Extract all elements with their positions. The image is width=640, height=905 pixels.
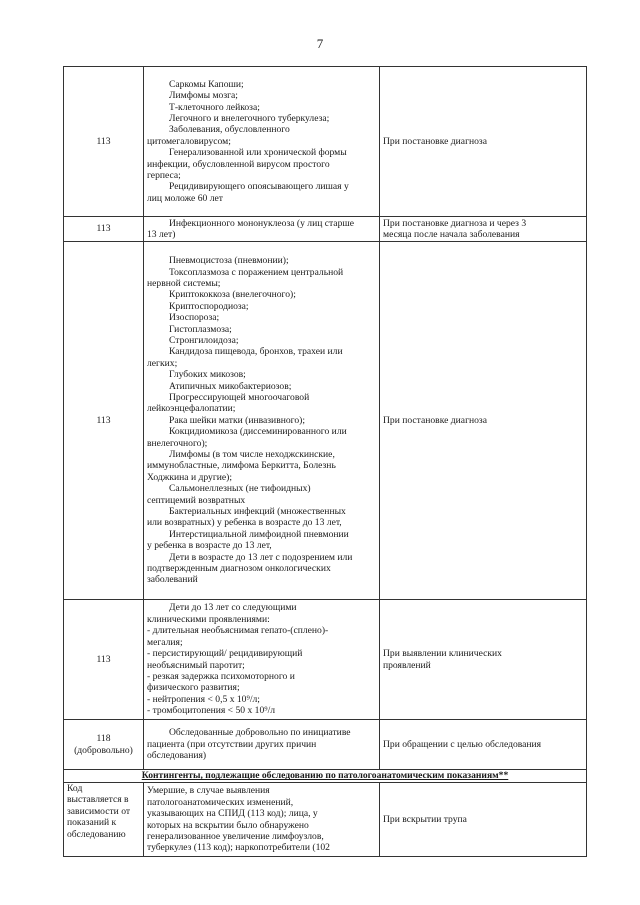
code-line: 118 (96, 733, 111, 745)
text-line: Пневмоцистоза (пневмонии); (169, 255, 289, 267)
text-line: лиц моложе 60 лет (147, 192, 223, 204)
table-row (64, 67, 587, 217)
table-row (64, 783, 587, 857)
timing-cell (380, 600, 587, 720)
text-line: Легочного и внелегочного туберкулеза; (169, 112, 330, 124)
text-line: Криптоспородиоза; (169, 300, 249, 312)
text-line: внелегочного); (147, 437, 208, 449)
text-line: Рецидивирующего опоясывающего лишая у (169, 181, 349, 193)
text-line: Интерстициальной лимфоидной пневмонии (169, 528, 349, 540)
code-line: Код (67, 783, 83, 794)
code-line: выставляется в (67, 794, 129, 806)
table-row (64, 242, 587, 600)
section-header-row (64, 770, 587, 783)
code-cell: 113 (64, 67, 144, 217)
contingent-cell (144, 67, 380, 217)
timing-line: При выявлении клинических (383, 648, 502, 660)
text-line: Заболевания, обусловленного (169, 124, 290, 136)
timing-line: При обращении с целью обследования (383, 738, 542, 750)
timing-line: месяца после начала заболевания (383, 229, 520, 240)
text-line: Кандидоза пищевода, бронхов, трахеи или (169, 346, 343, 358)
text-line: Криптококкоза (внелегочного); (169, 289, 296, 301)
text-line: Дети в возрасте до 13 лет с подозрением или (169, 551, 353, 563)
text-line: Кокцидиомикоза (диссеминированного или (169, 426, 347, 438)
timing-line: При постановке диагноза (383, 414, 487, 426)
contingent-cell (144, 242, 380, 600)
timing-cell (380, 67, 587, 217)
timing-cell (380, 242, 587, 600)
text-line: пациента (при отсутствии других причин (147, 738, 317, 750)
table-row (64, 600, 587, 720)
text-line: Инфекционного мононуклеоза (у лиц старше (169, 217, 355, 229)
timing-cell (380, 217, 587, 242)
text-line: которых на вскрытии было обнаружено (147, 819, 309, 831)
text-line: необъяснимый паротит; (147, 659, 245, 671)
page-number: 7 (316, 36, 324, 51)
text-line: Токсоплазмоза с поражением центральной (169, 266, 344, 278)
code-line: (добровольно) (74, 744, 133, 756)
timing-line: При постановке диагноза (383, 135, 487, 147)
text-line: Прогрессирующей многоочаговой (169, 391, 310, 403)
text-line: Генерализованной или хронической формы (169, 147, 347, 159)
code-cell (64, 783, 144, 857)
text-line: нервной системы; (147, 277, 221, 289)
text-line: физического развития; (147, 682, 240, 694)
text-line: патологоанатомических изменений, (147, 796, 294, 808)
text-line: цитомегаловирусом; (147, 135, 231, 147)
text-line: указывающих на СПИД (113 код); лица, у (147, 808, 318, 820)
text-line: подтвержденным диагнозом онкологических (147, 563, 331, 575)
timing-line: При вскрытии трупа (383, 813, 467, 825)
text-line: Стронгилоидоза; (169, 334, 239, 346)
timing-line: проявлений (383, 659, 431, 671)
text-line: - тромбоцитопения < 50 х 10⁹/л (147, 705, 276, 717)
text-line: Ходжкина и другие); (147, 471, 233, 483)
text-line: Умершие, в случае выявления (147, 785, 270, 797)
text-line: Глубоких микозов; (169, 369, 246, 381)
text-line: - персистирующий/ рецидивирующий (147, 648, 303, 660)
text-line: или возвратных) у ребенка в возрасте до 13 лет, (147, 517, 342, 529)
text-line: генерализованное увеличение лимфоузлов, (147, 830, 324, 842)
text-line: заболеваний (147, 574, 198, 586)
text-line: герпеса; (147, 170, 181, 182)
text-line: лейкоэнцефалопатии; (147, 403, 236, 415)
text-line: Лимфомы мозга; (169, 90, 238, 102)
table-row (64, 217, 587, 242)
text-line: Рака шейки матки (инвазивного); (169, 414, 306, 426)
text-line: легких; (147, 357, 178, 369)
text-line: Сальмонеллезных (не тифоидных) (169, 483, 311, 495)
timing-cell (380, 783, 587, 857)
text-line: клиническими проявлениями: (147, 613, 270, 625)
code-cell: 113 (64, 600, 144, 720)
text-line: 13 лет) (147, 229, 176, 240)
text-line: у ребенка в возрасте до 13 лет, (147, 540, 272, 552)
contingents-table (63, 66, 587, 857)
text-line: инфекции, обусловленной вирусом простого (147, 158, 330, 170)
text-line: туберкулез (113 код); наркопотребители (102 (147, 842, 330, 854)
code-line: обследованию (67, 828, 126, 840)
table-row (64, 720, 587, 770)
text-line: - резкая задержка психомоторного и (147, 670, 295, 682)
text-line: - нейтропения < 0,5 х 10⁹/л; (147, 693, 260, 705)
code-cell: 113 (64, 217, 144, 242)
timing-line: При постановке диагноза и через 3 (383, 217, 527, 229)
timing-cell (380, 720, 587, 770)
text-line: иммунобластные, лимфома Беркитта, Болезнь (147, 460, 336, 472)
text-line: мегалия; (147, 636, 183, 648)
text-line: Гистоплазмоза; (169, 323, 232, 335)
contingent-cell (144, 217, 380, 242)
code-line: показаний к (67, 817, 117, 829)
text-line: Атипичных микобактериозов; (169, 380, 292, 392)
contingent-cell (144, 783, 380, 857)
text-line: Дети до 13 лет со следующими (169, 602, 297, 614)
text-line: - длительная необъяснимая гепато-(сплено)- (147, 625, 329, 637)
contingent-cell (144, 600, 380, 720)
contingent-cell (144, 720, 380, 770)
text-line: Т-клеточного лейкоза; (169, 101, 260, 113)
code-cell (64, 720, 144, 770)
text-line: Лимфомы (в том числе неходжскинские, (169, 449, 335, 461)
text-line: септицемий возвратных (147, 494, 246, 506)
text-line: обследования) (147, 750, 207, 762)
text-line: Изоспороза; (169, 312, 220, 324)
text-line: Бактериальных инфекций (множественных (169, 506, 346, 518)
section-header: Контингенты, подлежащие обследованию по патологоанатомическим показаниям** (64, 770, 587, 783)
text-line: Обследованные добровольно по инициативе (169, 727, 351, 739)
text-line: Саркомы Капоши; (169, 78, 244, 90)
code-cell: 113 (64, 242, 144, 600)
code-line: зависимости от (67, 805, 131, 817)
